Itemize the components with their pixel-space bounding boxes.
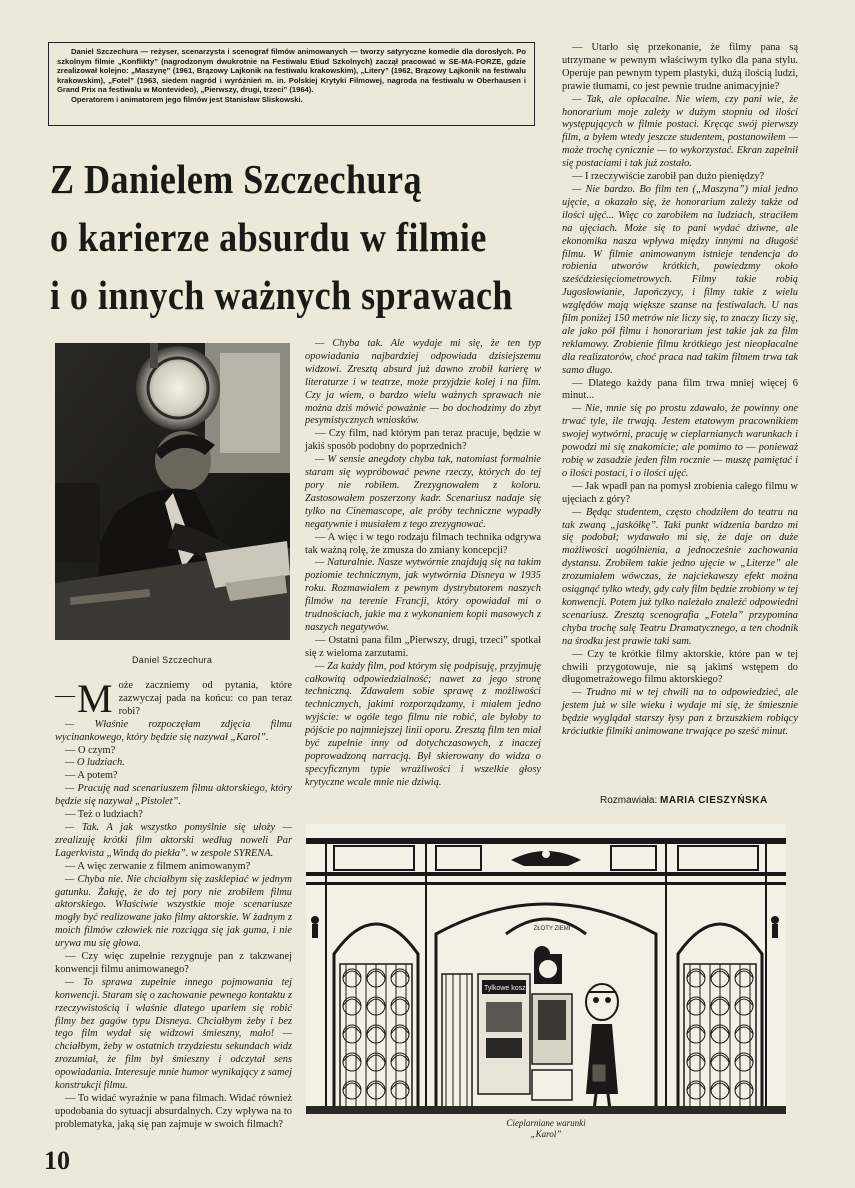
article-paragraph: — A potem? bbox=[65, 770, 118, 782]
article-paragraph: — Czy film, nad którym pan teraz pracuje, będzie w jakiś sposób podobny do poprzednich? bbox=[305, 428, 541, 453]
arch-sign-text: ZŁOTY ZIEMI bbox=[533, 926, 571, 932]
bio-text: Daniel Szczechura — reżyser, scenarzysta i scenograf filmów animowanych — tworzy satyryczne komedie dla dorosłych. Po szkolnym filmie „Konflikty” (nagrodzonym dwukrotnie na Festiwalu Etiud Szkolnych) zaczął pracować w SE-MA-FORZE, gdzie zrealizował kolejno: „Maszynę” (1961, Brązowy Lajkonik na festiwalu krakowskim), „Litery” (1962, Brązowy Lajkonik na festiwalu krakowskim), „Fotel” (1963, siedem nagród i wyróżnień m. in. Polskiej Krytyki Filmowej, nagroda na festiwalu w Oberhausen i Grand Prix na festiwalu w Montevideo), „Pierwszy, drugi, trzeci” (1964). bbox=[57, 47, 526, 95]
title-line-1: Z Danielem Szczechurą bbox=[50, 156, 422, 202]
article-paragraph: — Tak, ale opłacalne. Nie wiem, czy pani wie, że honorarium moje zależy w dużym stopniu od ilości występujących w filmie postaci. Kręcąc swój pierwszy film, a byłem wtedy jeszcze studentem, postanowiłem — może trochę cynicznie — to wykorzystać. Ekran zapełnił się postaciami i tak już zostało. bbox=[562, 93, 798, 170]
article-paragraph: — Trudno mi w tej chwili na to odpowiedzieć, ale jestem już w sile wieku i wydaje mi się, że śmiesznie będzie wyglądał starszy łysy pan z brzuszkiem robiący króciutkie filmiki animowane trwające po sześć minut. bbox=[562, 687, 798, 738]
article-paragraph: — To widać wyraźnie w pana filmach. Widać również upodobania do sytuacji absurdalnych. Czy wpływa na to problematyka, jaką się pan zajmuje w swoich filmach? bbox=[55, 1093, 292, 1130]
intro-paragraph bbox=[55, 676, 292, 721]
article-paragraph: — Ostatni pana film „Pierwszy, drugi, trzeci” spotkał się z wieloma zarzutami. bbox=[305, 634, 541, 659]
article-paragraph: — Nie bardzo. Bo film ten („Maszyna”) miał jedno ujęcie, a okazało się, że honorarium zależy także od ilości ujęć... Więc co zarobiłem na ludziach, straciłem na ujęciach. Może się to pani wydać dziwne, ale ekonomika nasza wpływa między innymi na długość filmu. W filmie animowanym istnieje tendencja do robienia utworów krótkich, powiedzmy około sześćdziesięciometrowych. Filmy takie robią Jugosłowianie, Japończycy, i filmy takie z wielu względów mają większe szanse na festiwalach. U nas film poniżej 150 metrów nie liczy się, to znaczy liczy się, ale jako pół filmu i honorarium jest takie jak za film reklamowy. Zrobienie filmu krótkiego jest nieopłacalne dla realizatorów, choć praca nad takim filmem trwa tak samo długo. bbox=[562, 183, 798, 376]
article-paragraph: — Czy więc zupełnie rezygnuje pan z takzwanej konwencji filmu animowanego? bbox=[55, 951, 292, 975]
article-paragraph: — W sensie anegdoty chyba tak, natomiast formalnie staram się wypróbować pewne rzeczy, których do tej pory nie robiłem. Zrezygnowałem z koloru. Zastosowałem poszerzony kadr. Scenariusz nadaje się tylko na Cinemascope, ale próby techniczne wypadły negatywnie i musiałem z tego zrezygnować. bbox=[305, 454, 541, 530]
portrait-photo-image bbox=[55, 343, 290, 640]
shop-sign-text: Tylkowe kosze bbox=[484, 985, 530, 992]
bio-text-operator: Operatorem i animatorem jego filmów jest Stanisław Sliskowski. bbox=[71, 94, 303, 104]
article-paragraph: — Właśnie rozpoczęłam zdjęcia filmu wycinankowego, który będzie się nazywał „Karol”. bbox=[55, 718, 292, 743]
middle-column bbox=[305, 338, 541, 790]
left-column-paragraphs bbox=[55, 719, 292, 1132]
article-paragraph: — O ludziach. bbox=[65, 757, 125, 769]
left-column bbox=[55, 676, 292, 1132]
karol-illustration bbox=[306, 824, 786, 1114]
article-paragraph: — Utarło się przekonanie, że filmy pana są utrzymane w pewnym właściwym tylko dla pana stylu. Operuje pan pewnym typem plastyki, dużą ilością ludzi, prawie tłumami, co jest pewnie trudne animacyjnie? bbox=[562, 42, 798, 92]
intro-text: oże zaczniemy od pytania, które zazwyczaj pada na końcu: co pan teraz robi? bbox=[118, 680, 292, 717]
karol-illustration-image bbox=[306, 824, 786, 1114]
article-paragraph: — Tak. A jak wszystko pomyślnie się ułoży — zrealizuję krótki film aktorski według noweli Par Lagerkvista „Windą do piekła”. w zespole SYRENA. bbox=[55, 821, 292, 859]
illustration-caption-film: „Karol” bbox=[530, 1129, 562, 1139]
article-paragraph: — Jak wpadł pan na pomysł zrobienia całego filmu w ujęciach z góry? bbox=[562, 480, 798, 505]
bio-box bbox=[48, 42, 535, 126]
illustration-caption-title: Cieplarniane warunki bbox=[506, 1118, 586, 1128]
article-paragraph: — Też o ludziach? bbox=[65, 809, 143, 821]
right-column bbox=[562, 42, 798, 739]
portrait-photo bbox=[55, 343, 290, 640]
article-title bbox=[50, 150, 513, 324]
article-paragraph: — A więc i w tego rodzaju filmach technika odgrywa tak ważną rolę, że zmusza do zmiany koncepcji? bbox=[305, 531, 541, 556]
drop-cap: M bbox=[77, 676, 113, 721]
intro-dash: — bbox=[55, 684, 75, 706]
photo-caption: Daniel Szczechura bbox=[132, 655, 213, 665]
article-paragraph: — A więc zerwanie z filmem animowanym? bbox=[65, 860, 251, 872]
article-paragraph: — Za każdy film, pod którym się podpisuję, przyjmuję całkowitą odpowiedzialność; nawet za jego stronę techniczną. Zdawałem sobie sprawę z możliwości technicznych, jakimi rozporządzamy, i miałem jedno wyjście: w ogóle tego filmu nie robić, ale byłoby to pójście po najmniejszej linii oporu. Zresztą film ten miał być zupełnie inny od dotychczasowych, z inaczej poprowadzoną narracją. Był skierowany do widza o specyficznym typie wrażliwości i wszelkie głosy krytyczne wcale mnie nie dziwią. bbox=[305, 660, 541, 788]
article-paragraph: — Naturalnie. Nasze wytwórnie znajdują się na takim poziomie technicznym, jak wytwórnia Disneya w 1935 roku. Rozmawiałem z pewnym dystrybutorem naszych filmów na terenie Francji, który opowiadał mi o trudnościach, jakie ma z wykonaniem kopii masowych z naszych negatywów. bbox=[305, 557, 541, 633]
article-paragraph: — Chyba tak. Ale wydaje mi się, że ten typ opowiadania najbardziej odpowiada dzisiejszemu widzowi. Zresztą absurd już dawno zrobił karierę w literaturze i w teatrze, może przyjdzie kolej i na film. Czy ja wiem, o bardzo wielu ważnych sprawach nie można dziś mówić poważnie — bo dochodzimy do zbyt pesymistycznych wniosków. bbox=[305, 338, 541, 427]
article-paragraph: — Pracuję nad scenariuszem filmu aktorskiego, który będzie się nazywał „Pistolet”. bbox=[55, 783, 292, 808]
signature-name: MARIA CIESZYŃSKA bbox=[660, 795, 768, 806]
middle-column-paragraphs bbox=[305, 338, 541, 790]
article-paragraph: — Dlatego każdy pana film trwa mniej więcej 6 minut... bbox=[562, 377, 798, 402]
article-paragraph: — Nie, mnie się po prostu zdawało, że powinny one trwać tyle, ile trwają. Jestem etatowym pracownikiem swojej wytwórni, pracuję w cieplarnianych warunkach i powodzi mi się znakomicie; ale pomimo to — ponieważ robię w zasadzie jeden film rocznie — muszę pamiętać i o ilości postaci, i o ilości ujęć. bbox=[562, 403, 798, 479]
signature-label: Rozmawiała: bbox=[600, 795, 658, 806]
title-line-3: i o innych ważnych sprawach bbox=[50, 272, 513, 318]
title-line-2: o karierze absurdu w filmie bbox=[50, 214, 487, 260]
article-paragraph: — O czym? bbox=[65, 744, 116, 756]
page-number: 10 bbox=[44, 1146, 70, 1175]
article-paragraph: — Chyba nie. Nie chciałbym się zasklepiać w jednym gatunku. Żałuję, że do tej pory nie zrobiłem filmu aktorskiego. Właściwie wszystkie moje scenariusze mogły być realizowane jako filmy aktorskie. W żadnym z moich filmów człowiek nie rozciąga się jak guma, i nie urywa mu się głowa. bbox=[55, 873, 292, 950]
article-paragraph: — Będąc studentem, często chodziłem do teatru na tak zwaną „jaskółkę”. Taki punkt widzenia bardzo mi się podobał; wydawało mi się, że daje on duże możliwości uogólnienia, a jednocześnie zachowania dystansu. Zrobiłem takie jedno ujęcie w „Literze” ale zrozumiałem wówczas, że najciekawszy efekt można osiągnąć tylko wtedy, gdy cały film będzie zrobiony w tej konwencji. Potem już tylko należało znaleźć odpowiedni scenariusz. Zresztą scenografia „Fotela” przypomina chyba trochę salę Teatru Dramatycznego, a ten chodnik na środku jest prawie taki sam. bbox=[562, 506, 798, 647]
article-paragraph: — Czy te krótkie filmy aktorskie, które pan w tej chwili przygotowuje, nie są jakimś wstępem do długometrażowego filmu aktorskiego? bbox=[562, 648, 798, 686]
article-paragraph: — I rzeczywiście zarobił pan dużo pieniędzy? bbox=[572, 171, 765, 183]
illustration-caption bbox=[306, 1118, 786, 1140]
article-paragraph: — To sprawa zupełnie innego pojmowania tej konwencji. Staram się o zachowanie pewnego kontaktu z rzeczywistością i właśnie dlatego uparłem się robić filmy bez gagów typu Disneya. Chciałbym żeby i bez tego film wydał się widzowi śmieszny, mało! — chciałbym, żeby w ostatnich trzydziestu sekundach widz zrozumiał, że film był śmieszny i odczytał sens opowiadania. Interesuje mnie humor wynikający z samej konstrukcji filmu. bbox=[55, 976, 292, 1092]
right-column-paragraphs bbox=[562, 42, 798, 739]
interviewer-signature bbox=[600, 795, 768, 806]
karol-figure bbox=[586, 984, 618, 1110]
